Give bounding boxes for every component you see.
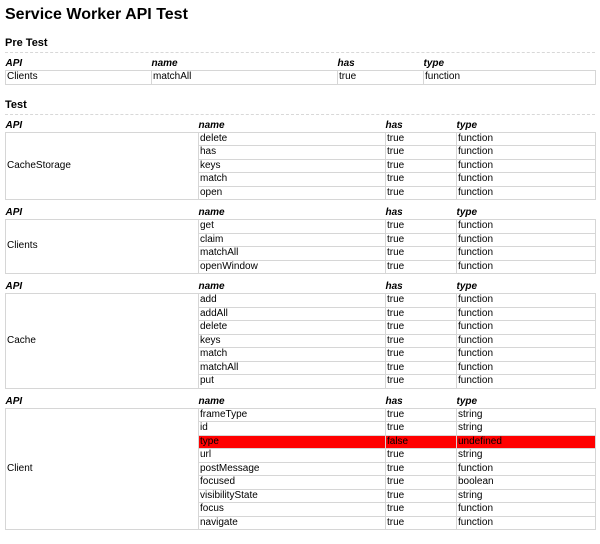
page-title: Service Worker API Test [5, 6, 188, 23]
column-header-name: name [198, 395, 225, 407]
table-row [6, 132, 596, 146]
type-cell: function [457, 247, 596, 261]
type-cell: string [457, 449, 596, 463]
column-header-type: type [456, 207, 478, 218]
type-cell: function [457, 516, 596, 530]
has-cell: true [386, 233, 457, 247]
column-header-has: has [385, 281, 403, 292]
name-cell: put [199, 375, 386, 389]
api-group-cachestorage [5, 120, 595, 201]
column-header-type: type [423, 58, 445, 69]
type-cell: string [457, 422, 596, 436]
column-header-name: name [198, 281, 225, 292]
api-group-cache [5, 281, 595, 389]
table-row [6, 71, 596, 85]
name-cell: addAll [199, 307, 386, 321]
name-cell: matchAll [199, 247, 386, 261]
column-header-has: has [385, 119, 403, 131]
has-cell: true [386, 422, 457, 436]
has-cell: true [386, 186, 457, 200]
type-cell: function [457, 294, 596, 308]
name-cell: matchAll [199, 361, 386, 375]
name-cell: match [199, 348, 386, 362]
type-cell: function [457, 260, 596, 274]
column-header-type: type [456, 281, 478, 292]
type-cell: function [457, 334, 596, 348]
table-row [6, 220, 596, 234]
column-header-has: has [337, 58, 355, 69]
has-cell: true [386, 476, 457, 490]
api-group-table [5, 120, 596, 201]
name-cell: openWindow [199, 260, 386, 274]
type-cell: function [457, 132, 596, 146]
column-header-api: API [5, 395, 23, 407]
group-header-row [6, 207, 596, 220]
type-cell: function [457, 186, 596, 200]
name-cell: claim [199, 233, 386, 247]
group-header-row [6, 281, 596, 294]
type-cell: function [457, 361, 596, 375]
api-group-clients [5, 207, 595, 274]
type-cell: function [457, 307, 596, 321]
type-cell: string [457, 408, 596, 422]
name-cell: has [199, 146, 386, 160]
type-cell: function [457, 146, 596, 160]
api-cell: CacheStorage [6, 132, 199, 200]
has-cell: true [386, 375, 457, 389]
type-cell: function [457, 321, 596, 335]
name-cell: open [199, 186, 386, 200]
api-cell: Cache [6, 294, 199, 389]
name-cell: focus [199, 503, 386, 517]
type-cell: function [457, 348, 596, 362]
has-cell: true [386, 173, 457, 187]
column-header-api: API [5, 281, 23, 292]
column-header-name: name [198, 119, 225, 131]
type-cell: function [457, 159, 596, 173]
name-cell: get [199, 220, 386, 234]
name-cell: match [199, 173, 386, 187]
column-header-type: type [456, 395, 478, 407]
name-cell: postMessage [199, 462, 386, 476]
has-cell: true [338, 71, 424, 85]
has-cell: true [386, 220, 457, 234]
has-cell: true [386, 321, 457, 335]
pretest-heading: Pre Test [5, 38, 595, 53]
has-cell: true [386, 462, 457, 476]
has-cell: true [386, 159, 457, 173]
type-cell: undefined [457, 435, 596, 449]
has-cell: false [386, 435, 457, 449]
api-cell: Clients [6, 71, 152, 85]
has-cell: true [386, 348, 457, 362]
table-row [6, 294, 596, 308]
has-cell: true [386, 294, 457, 308]
name-cell: frameType [199, 408, 386, 422]
name-cell: keys [199, 334, 386, 348]
type-cell: function [457, 233, 596, 247]
name-cell: matchAll [152, 71, 338, 85]
group-header-row [6, 120, 596, 133]
column-header-name: name [198, 207, 225, 218]
name-cell: type [199, 435, 386, 449]
test-heading: Test [5, 100, 595, 115]
has-cell: true [386, 489, 457, 503]
type-cell: string [457, 489, 596, 503]
has-cell: true [386, 132, 457, 146]
has-cell: true [386, 449, 457, 463]
column-header-api: API [5, 58, 23, 69]
column-header-has: has [385, 395, 403, 407]
type-cell: function [457, 173, 596, 187]
has-cell: true [386, 334, 457, 348]
type-cell: function [457, 375, 596, 389]
name-cell: visibilityState [199, 489, 386, 503]
name-cell: add [199, 294, 386, 308]
column-header-type: type [456, 119, 478, 131]
type-cell: function [424, 71, 596, 85]
name-cell: keys [199, 159, 386, 173]
has-cell: true [386, 503, 457, 517]
has-cell: true [386, 408, 457, 422]
name-cell: focused [199, 476, 386, 490]
table-row [6, 408, 596, 422]
type-cell: function [457, 462, 596, 476]
api-group-table [5, 281, 596, 389]
has-cell: true [386, 307, 457, 321]
has-cell: true [386, 247, 457, 261]
api-group-client [5, 396, 595, 531]
test-tables [5, 120, 595, 531]
api-cell: Clients [6, 220, 199, 274]
group-header-row [6, 396, 596, 409]
pretest-header-row [6, 58, 596, 71]
column-header-name: name [151, 58, 178, 69]
api-group-table [5, 396, 596, 531]
api-group-table [5, 207, 596, 274]
column-header-has: has [385, 207, 403, 218]
type-cell: function [457, 220, 596, 234]
name-cell: delete [199, 132, 386, 146]
name-cell: url [199, 449, 386, 463]
has-cell: true [386, 260, 457, 274]
pretest-table [5, 58, 596, 85]
api-cell: Client [6, 408, 199, 530]
name-cell: navigate [199, 516, 386, 530]
has-cell: true [386, 361, 457, 375]
has-cell: true [386, 516, 457, 530]
name-cell: id [199, 422, 386, 436]
type-cell: boolean [457, 476, 596, 490]
type-cell: function [457, 503, 596, 517]
column-header-api: API [5, 207, 23, 218]
column-header-api: API [5, 119, 23, 131]
has-cell: true [386, 146, 457, 160]
name-cell: delete [199, 321, 386, 335]
